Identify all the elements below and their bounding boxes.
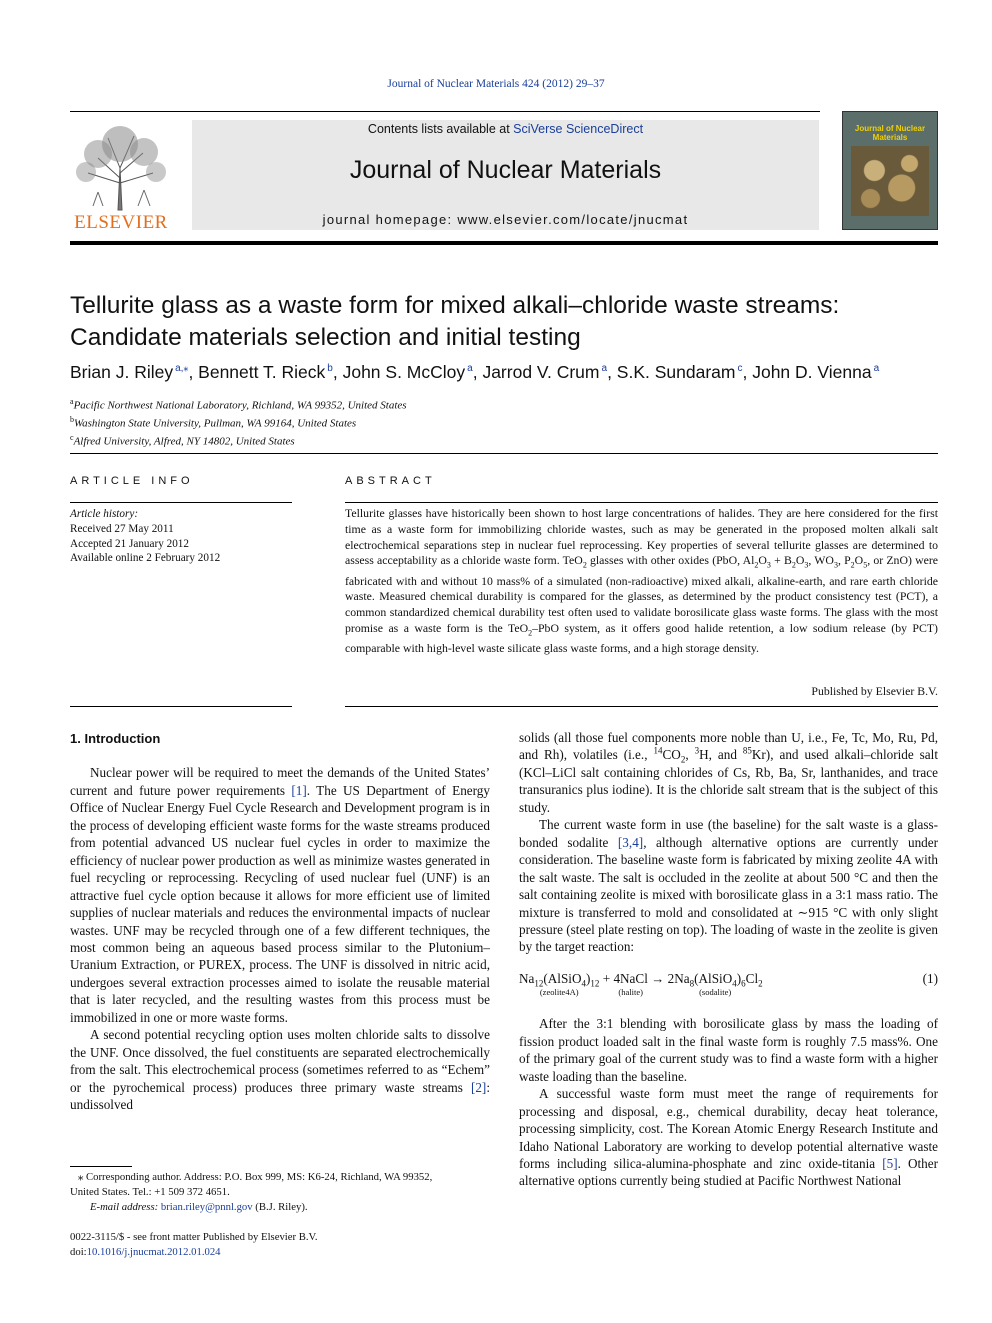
author-separator: ,	[332, 362, 343, 382]
affiliation-item	[70, 395, 670, 413]
journal-citation[interactable]: Journal of Nuclear Materials 424 (2012) 29–37	[387, 78, 605, 90]
contents-line: Contents lists available at SciVerse ScienceDirect	[367, 122, 644, 136]
equation-number: (1)	[922, 970, 938, 986]
equation-body: $Na_{12}(AlSiO_4)_{12}$ (zeolite4A) + 4NaCl (halite) → $2Na_8(AlSiO_4)_6Cl_2$ (sodalite)	[519, 970, 763, 998]
publication-info	[70, 1230, 490, 1259]
sciencedirect-link[interactable]: SciVerse ScienceDirect	[513, 122, 644, 136]
online-date: Available online 2 February 2012	[70, 552, 221, 565]
eq-label-halite: (halite)	[618, 987, 643, 998]
eq-label-sodalite: (sodalite)	[699, 987, 732, 998]
left-column	[70, 730, 490, 1114]
article-history	[70, 507, 292, 566]
article-info-heading: ARTICLE INFO	[70, 475, 194, 487]
author-separator: ,	[742, 362, 753, 382]
abstract-rule-bottom	[345, 706, 938, 707]
abstract-heading: ABSTRACT	[345, 475, 436, 487]
email-link[interactable]: brian.riley@pnnl.gov	[160, 1201, 253, 1213]
intro-paragraph-5: A successful waste form must meet the range of requirements for processing and disposal, e.g., chemical durability, decay heat tolerance, processing simplicity, cost. The Korean Atomic Energy Research Institute and Idaho National Laboratory are working to develop potential alternative waste forms including silica-alumina-phosphate and zinc oxide-titania [5]. Other alternative options currently being studied at Pacific Northwest National	[519, 1086, 939, 1189]
author-separator: ,	[188, 362, 199, 382]
footnote-rule	[70, 1166, 132, 1167]
info-rule	[70, 502, 292, 503]
journal-homepage: journal homepage: www.elsevier.com/locate/jnucmat	[322, 212, 689, 227]
doi-link[interactable]: 10.1016/j.jnucmat.2012.01.024	[86, 1245, 221, 1258]
journal-banner	[192, 120, 819, 230]
author-separator: ,	[607, 362, 617, 382]
affiliation-item	[70, 431, 670, 449]
author-affiliation-mark[interactable]: a,⁎	[173, 363, 189, 375]
author-separator: ,	[472, 362, 483, 382]
equation-1	[519, 970, 938, 997]
affiliation-text: Alfred University, Alfred, NY 14802, United States	[73, 435, 295, 448]
intro-paragraph-2: A second potential recycling option uses molten chloride salts to dissolve the UNF. Once dissolved, the fuel constituents are separated electrochemically from the salt. This electrochemical process (sometimes referred to as “Echem” or the pyrochemical process) produces three primary waste streams [2]: undissolved	[70, 1027, 490, 1113]
author-name: Jarrod V. Crum	[482, 362, 600, 382]
affiliation-text: Pacific Northwest National Laboratory, Richland, WA 99352, United States	[73, 399, 407, 412]
eq-label-zeolite: (zeolite4A)	[539, 987, 579, 998]
intro-paragraph-2-cont: solids (all those fuel components more noble than U, i.e., Fe, Tc, Mo, Ru, Pd, and Rh), volatiles (i.e., $^{14}CO_2$, $^3$H, and $^{85}$Kr), and used alkali–chloride salt (KCl–LiCl salt containing chlorides of Cs, Rb, Ba, Sr, lanthanides, and trace transuranics plus iodine). It is the chloride salt stream that is the subject of this study.	[519, 730, 938, 815]
affiliation-text: Washington State University, Pullman, WA 99164, United States	[74, 417, 357, 430]
author-name: John D. Vienna	[752, 362, 872, 382]
author-name: Brian J. Riley	[70, 362, 174, 382]
affiliations	[70, 395, 670, 449]
affiliation-mark: a	[70, 397, 74, 406]
footnote-address-cont: United States. Tel.: +1 509 372 4651.	[70, 1186, 230, 1198]
header-rule	[70, 111, 820, 112]
elsevier-wordmark: ELSEVIER	[74, 212, 168, 233]
affiliation-mark: b	[70, 415, 74, 425]
ref-3-4-link[interactable]: [3,4]	[617, 834, 644, 850]
author-list	[70, 362, 940, 383]
tree-icon	[68, 118, 174, 212]
journal-cover-image[interactable]	[842, 111, 938, 230]
elsevier-logo	[68, 118, 174, 234]
paper-title: Tellurite glass as a waste form for mixed alkali–chloride waste streams: Candidate materials selection and initial testing	[70, 292, 840, 351]
published-by: Published by Elsevier B.V.	[811, 684, 938, 698]
author-affiliation-mark[interactable]: a	[465, 363, 473, 375]
intro-paragraph-4: After the 3:1 blending with borosilicate glass by mass the loading of fission product loaded salt in the final waste form is roughly 7.5 mass%. One of the primary goal of the current study was to find a waste form with a higher waste loading than the baseline.	[519, 1016, 938, 1084]
issn-line: 0022-3115/$ - see front matter Published by Elsevier B.V.	[70, 1231, 318, 1243]
ref-5-link[interactable]: [5]	[882, 1155, 898, 1171]
affiliation-item	[70, 413, 670, 431]
received-date: Received 27 May 2011	[70, 522, 174, 535]
corresponding-author-footnote	[70, 1170, 490, 1215]
ref-1-link[interactable]: [1]	[291, 782, 307, 798]
footnote-email: E-mail address: brian.riley@pnnl.gov (B.J. Riley).	[90, 1201, 308, 1213]
accepted-date: Accepted 21 January 2012	[70, 537, 189, 550]
cover-title: Journal of Nuclear Materials	[854, 124, 926, 142]
doi-line: doi:10.1016/j.jnucmat.2012.01.024	[70, 1245, 221, 1258]
history-label: Article history:	[70, 508, 139, 520]
intro-paragraph-1: Nuclear power will be required to meet the demands of the United States’ current and future power requirements [1]. The US Department of Energy Office of Nuclear Energy Fuel Cycle Research and Development program is in the process of developing efficient waste forms for the waste streams produced from potential advanced US nuclear fuel cycles in order to maximize the efficiency of nuclear power production as well as minimize wastes generated in fuel recycling or reprocessing. Recycling of used nuclear fuel (UNF) is an attractive fuel cycle option because it allows for more efficient use of limited supplies of nuclear materials and reduces the environmental impacts of nuclear wastes. UNF may be recycled through one of a few different techniques, the most common being an aqueous based process similar to the Plutonium–Uranium Extraction, or PUREX, process. The UNF is dissolved in nitric acid, undergoes several extraction processes aimed to isolate the reusable material that is later recycled, and the resulting wastes from this process must be immobilized in one or more waste forms.	[70, 765, 490, 1025]
author-name: S.K. Sundaram	[616, 362, 736, 382]
abstract-rule	[345, 502, 938, 503]
affiliation-mark: c	[70, 433, 74, 443]
author-affiliation-mark[interactable]: b	[325, 363, 333, 375]
journal-title: Journal of Nuclear Materials	[349, 156, 662, 184]
cover-micrograph	[851, 146, 929, 216]
homepage-link[interactable]: www.elsevier.com/locate/jnucmat	[457, 212, 689, 227]
introduction-heading: 1. Introduction	[70, 731, 161, 746]
section-rule	[70, 453, 938, 454]
author-affiliation-mark[interactable]: c	[735, 363, 743, 375]
header-thick-rule	[70, 241, 938, 245]
author-name: John S. McCloy	[342, 362, 466, 382]
abstract-text: Tellurite glasses have historically been shown to host large concentrations of halides. They are here considered for the first time as a waste form for immobilizing chloride wastes, such as may be generated in the proposed molten alkali salt electrochemical separations step in nuclear fuel reprocessing. Key properties of several tellurite glasses are determined to assess acceptability as a chloride waste form. TeO$_2$ glasses with other oxides (PbO, $Al_2O_3 + B_2O_3$, $WO_3$, $P_2O_5$, or ZnO) were fabricated with and without 10 mass% of a simulated (non-radioactive) mixed alkali, alkaline-earth, and rare earth chloride waste. Measured chemical durability is compared for the glasses, as determined by the product consistency test (PCT), a common standardized chemical durability test often used to validate borosilicate glass waste forms. The glass with the most promise as a waste form is the TeO$_2$–PbO system, as it offers good halide retention, a low sodium release (by PCT) comparable with high-level waste silicate glass waste forms, and a high storage density.	[345, 506, 939, 656]
ref-2-link[interactable]: [2]	[470, 1079, 487, 1095]
intro-paragraph-3: The current waste form in use (the baseline) for the salt waste is a glass-bonded sodalite [3,4], although alternative options are currently under consideration. The baseline waste form is fabricated by mixing zeolite 4A with the salt waste. The salt is occluded in the zeolite at about 500 °C and then the salt containing zeolite is mixed with borosilicate glass in a 3:1 mass ratio. The mixture is transferred to mold and consolidated at ∼915 °C with only slight pressure (steel plate resting on top). The loading of waste in the zeolite is given by the target reaction:	[519, 817, 939, 955]
author-affiliation-mark[interactable]: a	[871, 363, 880, 375]
author-affiliation-mark[interactable]: a	[599, 363, 608, 375]
right-column	[519, 729, 938, 1190]
info-rule-bottom	[70, 706, 292, 707]
footnote-address: ⁎ Corresponding author. Address: P.O. Box 999, MS: K6-24, Richland, WA 99352,	[78, 1171, 433, 1183]
author-name: Bennett T. Rieck	[198, 362, 326, 382]
